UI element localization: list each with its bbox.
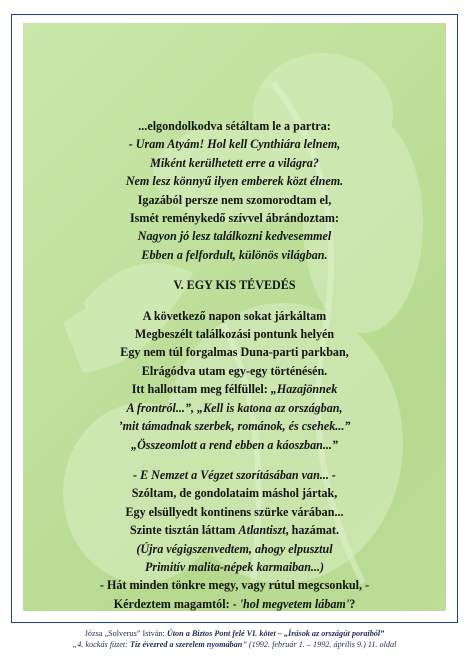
- stanza-3: [23, 466, 446, 613]
- page-footer: [23, 628, 446, 650]
- poem-line: Ismét reménykedő szívvel ábrándoztam:: [129, 211, 340, 226]
- poem-line: Igazából persze nem szomorodtam el,: [137, 192, 332, 207]
- poem-line: (Újra végigszenvedtem, ahogy elpusztul: [136, 541, 333, 556]
- poem-line: Elrágódva utam egy-egy történésén.: [141, 363, 328, 378]
- poem-line: ...elgondolkodva sétáltam le a partra:: [138, 119, 331, 133]
- poem-line: - Uram Atyám! Hol kell Cynthiára lelnem,: [128, 137, 341, 152]
- poem-line: „Összeomlott a rend ebben a káoszban...”: [131, 437, 338, 452]
- footer-line-1: Józsa „Solverus” István: Úton a Biztos Pont felé VI. kötet – „Írások az országút poraiból”: [84, 629, 385, 638]
- poem-line: A következő napon sokat járkáltam: [142, 308, 327, 323]
- poem-line: Megbeszélt találkozási pontunk helyén: [134, 327, 335, 342]
- poem-line: Szóltam, de gondolataim máshol jártak,: [131, 486, 338, 501]
- poem-line: Egy elsüllyedt kontinens szürke várában...: [125, 504, 344, 519]
- poem-line: Ebben a felfordult, különös világban.: [141, 247, 328, 262]
- footer-line-2: „4. kockás füzet: Tíz évezred a szerelem nyomában” (1992. február 1. – 1992. április 9.) 11. oldal: [72, 640, 397, 649]
- poem-line: A frontról...”, „Kell is katona az országban,: [126, 400, 343, 415]
- poem-line: Primitív malita-népek karmaiban...): [144, 559, 325, 574]
- poem-line: Nem lesz könnyű ilyen emberek közt élnem.: [125, 174, 344, 189]
- poem-line: - Hát minden tönkre megy, vagy rútul megcsonkul, -: [99, 578, 370, 593]
- poem-line: Itt hallottam meg félfüllel: „Hazajönnek: [131, 382, 338, 397]
- stanza-2: [23, 307, 446, 454]
- poem-line: Szinte tisztán láttam Atlantiszt, hazámat.: [130, 523, 339, 538]
- stanza-1: [23, 117, 446, 264]
- chapter-heading: V. EGY KIS TÉVEDÉS: [173, 278, 296, 293]
- poem-line: - E Nemzet a Végzet szorításában van... -: [133, 467, 336, 482]
- poem-line: Miként kerülhetett erre a világra?: [150, 155, 319, 170]
- poem-line: Kérdeztem magamtól: - 'hol megvetem lábam'?: [113, 596, 356, 611]
- poem-line: Nagyon jó lesz találkozni kedvesemmel: [137, 229, 332, 244]
- poem-text: [23, 117, 446, 613]
- poem-line: ’mit támadnak szerbek, románok, és csehek...”: [118, 419, 351, 434]
- poem-line: Egy nem túl forgalmas Duna-parti parkban,: [120, 345, 349, 360]
